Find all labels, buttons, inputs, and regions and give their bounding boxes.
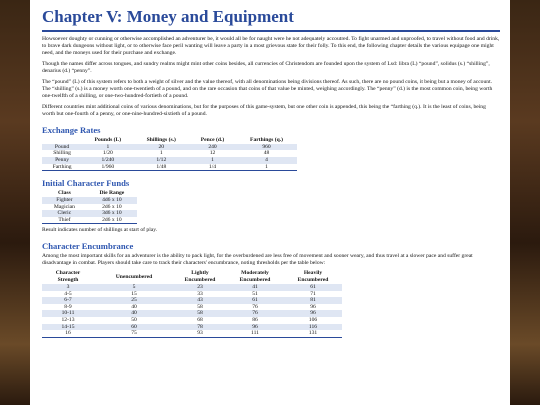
table-cell: 3d6 x 10	[87, 210, 137, 217]
funds-note: Result indicates number of shillings at start of play.	[42, 227, 158, 234]
exchange-rates-heading: Exchange Rates	[42, 125, 101, 135]
table-header: Shillings (s.)	[134, 137, 189, 144]
intro-paragraph: Howsoever doughty or cunning or otherwise accomplished an adventurer be, it would all be for naught were he not adequately accoutred. To fight unarmed and unproofed, to travel without food and drink, to brave dark dungeons without light, or to otherwise face peril wanting will leave a party in a most grievous state for their folly. To this end, the following chapter details the various equipage one might need, and the moneys used for their purchase and exchange.	[42, 36, 500, 56]
table-cell: 3	[42, 284, 94, 291]
exchange-rates-table	[42, 137, 297, 171]
table-cell: 12	[189, 150, 236, 157]
table-cell: 1/12	[134, 157, 189, 164]
table-cell: 106	[284, 317, 342, 324]
table-cell: 96	[226, 324, 284, 331]
table-row	[42, 317, 342, 324]
table-row	[42, 197, 137, 204]
table-row	[42, 157, 297, 164]
table-cell: 1/960	[82, 164, 133, 171]
table-cell: 1	[82, 144, 133, 151]
table-cell: 1/240	[82, 157, 133, 164]
table-cell: Thief	[42, 217, 87, 224]
table-row	[42, 284, 342, 291]
table-cell: 78	[174, 324, 226, 331]
table-cell: 58	[174, 304, 226, 311]
chapter-title: Chapter V: Money and Equipment	[42, 4, 500, 32]
table-row	[42, 310, 342, 317]
table-row	[42, 297, 342, 304]
table-cell: 76	[226, 304, 284, 311]
table-cell: 40	[94, 304, 174, 311]
table-cell: 43	[174, 297, 226, 304]
table-cell: 41	[226, 284, 284, 291]
table-cell: 1	[236, 164, 297, 171]
table-cell: 15	[94, 291, 174, 298]
table-cell: Fighter	[42, 197, 87, 204]
table-row	[42, 217, 137, 224]
pound-paragraph: The “pound” (L) of this system refers to both a weight of silver and the value thereof, with all denominations being divisions thereof. As such, there are no pound coins, it being but a money of account. The “shilling” (s.) is a money worth one-twentieth of a pound, and on the rare occasion that coins of that value be minted, weighing accordingly. The “penny” (d.) is the most common coin, being worth one-twelfth of a shilling, or one-two-hundred-fortieth of a pound.	[42, 79, 493, 99]
table-cell: 76	[226, 310, 284, 317]
table-cell: 116	[284, 324, 342, 331]
table-cell: 33	[174, 291, 226, 298]
table-cell: 960	[236, 144, 297, 151]
table-cell: 23	[174, 284, 226, 291]
encumbrance-heading: Character Encumbrance	[42, 241, 134, 252]
table-cell: 14-15	[42, 324, 94, 331]
table-cell: 58	[174, 310, 226, 317]
table-cell: 131	[284, 330, 342, 337]
table-cell: 50	[94, 317, 174, 324]
encumbrance-table	[42, 270, 342, 337]
table-cell: 71	[284, 291, 342, 298]
table-cell: 51	[226, 291, 284, 298]
table-cell: Magician	[42, 204, 87, 211]
table-header: Die Range	[87, 190, 137, 197]
table-cell: 68	[174, 317, 226, 324]
table-row	[42, 144, 297, 151]
table-cell: 1/4	[189, 164, 236, 171]
table-cell: 40	[94, 310, 174, 317]
table-row	[42, 204, 137, 211]
table-header: Farthings (q.)	[236, 137, 297, 144]
table-header: Pounds (L)	[82, 137, 133, 144]
background-right	[510, 0, 540, 405]
table-header: Heavily Encumbered	[284, 270, 342, 284]
table-cell: 20	[134, 144, 189, 151]
table-cell: 75	[94, 330, 174, 337]
table-header: Lightly Encumbered	[174, 270, 226, 284]
table-cell: 1	[134, 150, 189, 157]
currency-paragraph: Though the names differ across tongues, and sundry realms might mint other coins besides, all currencies of Christendom are founded upon the system of Lsd: libra (L) “pound”, solidus (s.) “shilling”, denarius (d.) “penny”.	[42, 61, 490, 74]
table-cell: 4-5	[42, 291, 94, 298]
table-header: Character Strength	[42, 270, 94, 284]
table-cell: 86	[226, 317, 284, 324]
table-cell: 4d6 x 10	[87, 197, 137, 204]
table-cell: 5	[94, 284, 174, 291]
table-cell: 2d6 x 10	[87, 204, 137, 211]
document-page	[30, 0, 510, 405]
table-cell: 1/20	[82, 150, 133, 157]
table-cell: 16	[42, 330, 94, 337]
table-cell: 60	[94, 324, 174, 331]
table-row	[42, 164, 297, 171]
table-cell: Farthing	[42, 164, 82, 171]
table-row	[42, 291, 342, 298]
table-row	[42, 210, 137, 217]
farthing-paragraph: Different countries mint additional coins of various denominations, but for the purposes of this game-system, but one other coin is appended, this being the “farthing (q.). It is the least of coins, being worth but one-fourth of a penny, or one-nine-hundred-sixtieth of a pound.	[42, 104, 486, 117]
initial-funds-heading: Initial Character Funds	[42, 178, 130, 189]
table-header: Moderately Encumbered	[226, 270, 284, 284]
table-cell: 25	[94, 297, 174, 304]
table-row	[42, 324, 342, 331]
table-row	[42, 150, 297, 157]
table-header: Class	[42, 190, 87, 197]
table-cell: 4	[236, 157, 297, 164]
table-cell: 96	[284, 304, 342, 311]
table-cell: 93	[174, 330, 226, 337]
table-cell: 61	[226, 297, 284, 304]
table-cell: 10-11	[42, 310, 94, 317]
table-cell: Pound	[42, 144, 82, 151]
table-header: Unencumbered	[94, 270, 174, 284]
table-cell: 81	[284, 297, 342, 304]
table-cell: 48	[236, 150, 297, 157]
table-cell: 240	[189, 144, 236, 151]
table-cell: 96	[284, 310, 342, 317]
encumbrance-paragraph: Among the most important skills for an adventurer is the ability to pack light, for the overburdened are less free of movement and sooner weary, and thus travel at a slower pace and suffer great disadvantage in combat. Players should take care to track their characters' encumbrance, noting thresholds per the table below:	[42, 253, 473, 267]
table-header	[42, 137, 82, 144]
table-cell: 6-7	[42, 297, 94, 304]
table-cell: 1/48	[134, 164, 189, 171]
table-cell: 12-13	[42, 317, 94, 324]
table-cell: Penny	[42, 157, 82, 164]
initial-funds-table	[42, 190, 137, 224]
table-cell: 111	[226, 330, 284, 337]
table-cell: 1	[189, 157, 236, 164]
table-cell: 61	[284, 284, 342, 291]
background-left	[0, 0, 30, 405]
table-cell: Cleric	[42, 210, 87, 217]
table-header: Pence (d.)	[189, 137, 236, 144]
table-row	[42, 304, 342, 311]
table-row	[42, 330, 342, 337]
table-cell: 8-9	[42, 304, 94, 311]
table-cell: Shilling	[42, 150, 82, 157]
table-cell: 2d6 x 10	[87, 217, 137, 224]
